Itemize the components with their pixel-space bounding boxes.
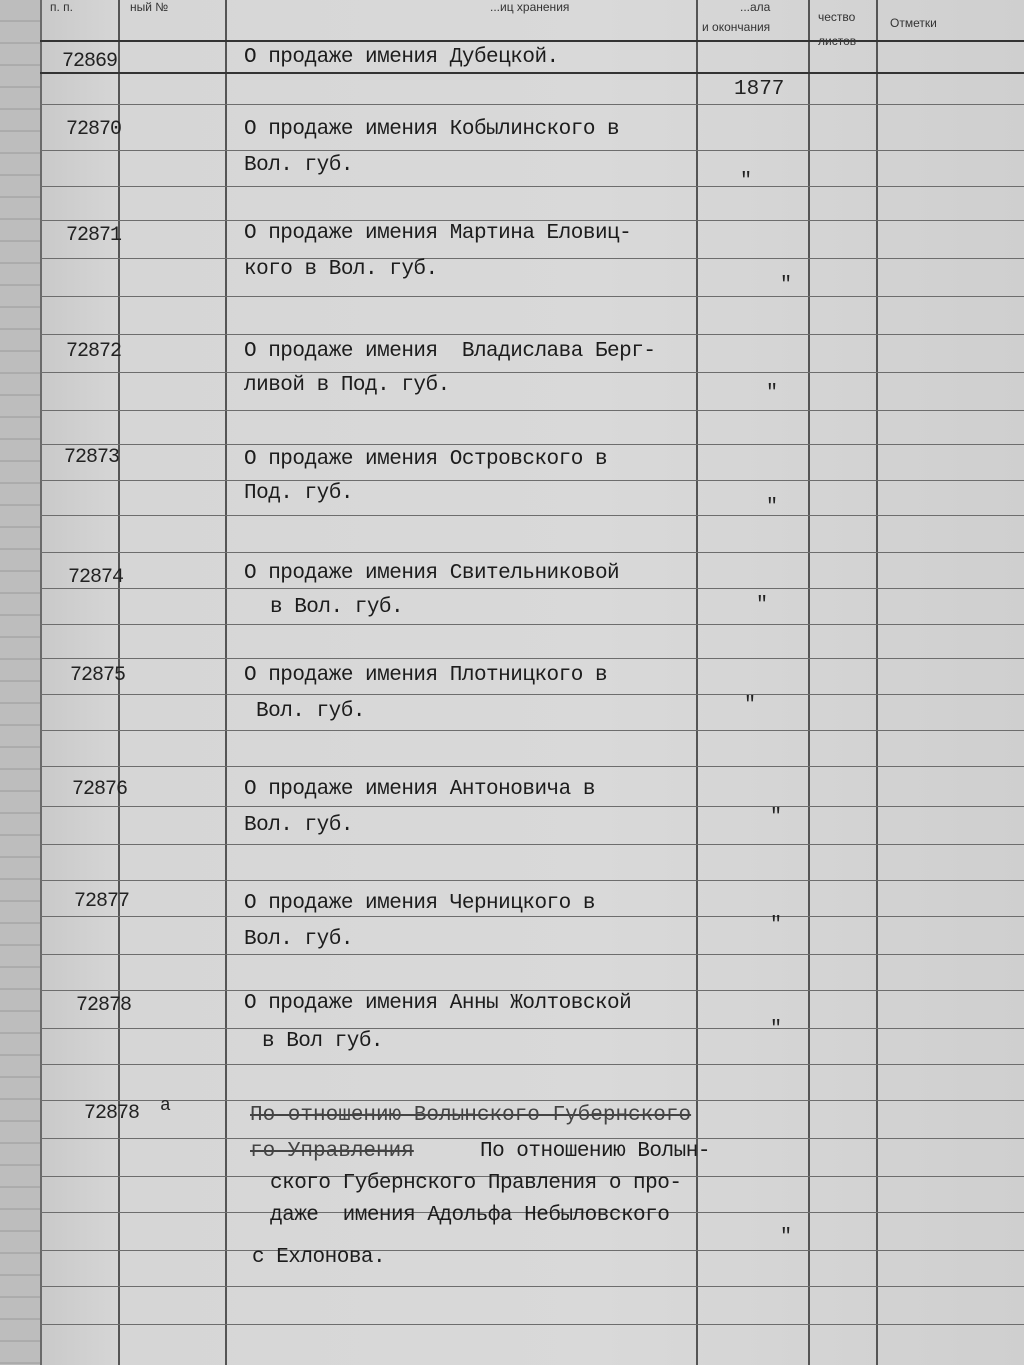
row-title-line1: О продаже имения Дубецкой. [244, 46, 559, 69]
ditto-mark: " [770, 806, 783, 829]
row-title-line1: О продаже имения Черницкого в [244, 892, 595, 915]
row-number: 72875 [70, 664, 126, 687]
row-number: 72878 [76, 994, 132, 1017]
ditto-mark: " [780, 274, 793, 297]
row-title-line1: О продаже имения Анны Жолтовской [244, 992, 632, 1015]
row-title-line2: Вол. губ. [256, 700, 365, 723]
header-rule [40, 40, 1024, 42]
row-title-line2: кого в Вол. губ. [244, 258, 438, 281]
row-number: 72873 [64, 446, 120, 469]
ditto-mark: " [766, 382, 779, 405]
header-col-sheets-top: чество [818, 10, 856, 24]
row-title-line2: Под. губ. [244, 482, 353, 505]
row-number: 72877 [74, 890, 130, 913]
ditto-mark: " [766, 496, 779, 519]
row-title-line1: О продаже имения Антоновича в [244, 778, 595, 801]
row-title-line1: О продаже имения Мартина Еловиц- [244, 222, 632, 245]
row-number: 72871 [66, 224, 122, 247]
row-title-line1: О продаже имения Владислава Берг- [244, 340, 656, 363]
adjacent-page-edge [0, 0, 42, 1365]
ditto-mark: " [770, 914, 783, 937]
row-title-line2: ливой в Под. губ. [244, 374, 450, 397]
row-title-line4: с Ехлонова. [252, 1246, 386, 1269]
row-number: 72872 [66, 340, 122, 363]
row-title-line1: О продаже имения Кобылинского в [244, 118, 620, 141]
ditto-mark: " [756, 594, 769, 617]
column-divider [808, 0, 810, 1365]
ditto-mark: " [740, 170, 753, 193]
row-title-line2: Вол. губ. [244, 928, 353, 951]
row-title-line1: О продаже имения Островского в [244, 448, 608, 471]
row-number: 72878 [84, 1102, 140, 1125]
row-title-line2: Вол. губ. [244, 814, 353, 837]
row-title-line3: даже имения Адольфа Небыловского [270, 1204, 670, 1227]
header-col-notes: Отметки [890, 16, 937, 30]
row-date: 1877 [734, 78, 785, 101]
header-col-num: п. п. [50, 0, 73, 14]
row-title-line1: О продаже имения Плотницкого в [244, 664, 608, 687]
column-divider [225, 0, 227, 1365]
row-number-suffix: а [160, 1096, 171, 1116]
ditto-mark: " [780, 1226, 793, 1249]
header-col-dates-top: ...ала [740, 0, 771, 14]
struck-text-line1: По отношению Волынского Губернского [250, 1104, 692, 1127]
row-number: 72869 [62, 50, 118, 73]
row-title-line2: в Вол. губ. [270, 596, 404, 619]
row-title-line2: Вол. губ. [244, 154, 353, 177]
header-col-inventory: ный № [130, 0, 169, 14]
row-title-line2: ского Губернского Правления о про- [270, 1172, 682, 1195]
row-title-line1: О продаже имения Свительниковой [244, 562, 620, 585]
struck-text-line2: го Управления [250, 1140, 414, 1163]
row-number: 72870 [66, 118, 122, 141]
row-title-line1: По отношению Волын- [480, 1140, 710, 1163]
header-rule-bottom [40, 72, 1024, 74]
header-col-title: ...иц хранения [490, 0, 570, 14]
ditto-mark: " [744, 694, 757, 717]
row-title-line2: в Вол губ. [262, 1030, 384, 1053]
row-number: 72876 [72, 778, 128, 801]
header-col-dates: и окончания [702, 20, 771, 34]
row-number: 72874 [68, 566, 124, 589]
ditto-mark: " [770, 1018, 783, 1041]
column-divider [876, 0, 878, 1365]
